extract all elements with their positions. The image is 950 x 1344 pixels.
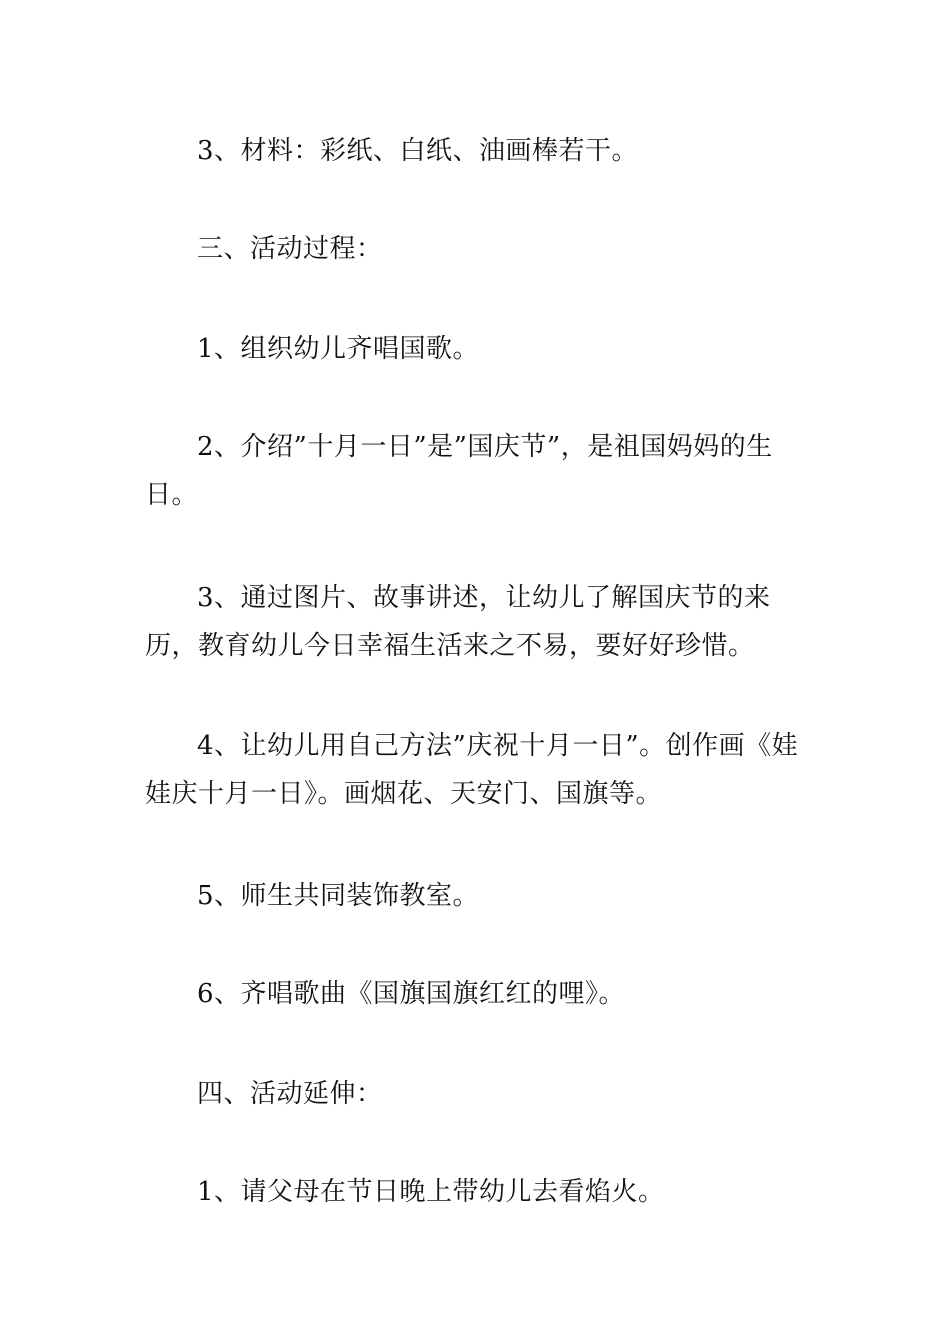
paragraph-step-4: 4、让幼儿用自己方法”庆祝十月一日”。创作画《娃娃庆十月一日》。画烟花、天安门、国旗等。 <box>145 731 799 809</box>
paragraph-extension-1: 1、请父母在节日晚上带幼儿去看焰火。 <box>197 1177 665 1207</box>
paragraph-step-5: 5、师生共同装饰教室。 <box>197 881 480 911</box>
paragraph-materials: 3、材料：彩纸、白纸、油画棒若干。 <box>197 136 639 166</box>
section-heading-activity-process: 三、活动过程： <box>197 234 383 264</box>
paragraph-step-2: 2、介绍”十月一日”是”国庆节”，是祖国妈妈的生日。 <box>145 432 773 510</box>
paragraph-step-3: 3、通过图片、故事讲述，让幼儿了解国庆节的来历，教育幼儿今日幸福生活来之不易，要好好珍惜。 <box>145 583 771 661</box>
paragraph-step-1: 1、组织幼儿齐唱国歌。 <box>197 334 480 364</box>
paragraph-step-6: 6、齐唱歌曲《国旗国旗红红的哩》。 <box>197 979 626 1009</box>
section-heading-activity-extension: 四、活动延伸： <box>197 1079 383 1109</box>
